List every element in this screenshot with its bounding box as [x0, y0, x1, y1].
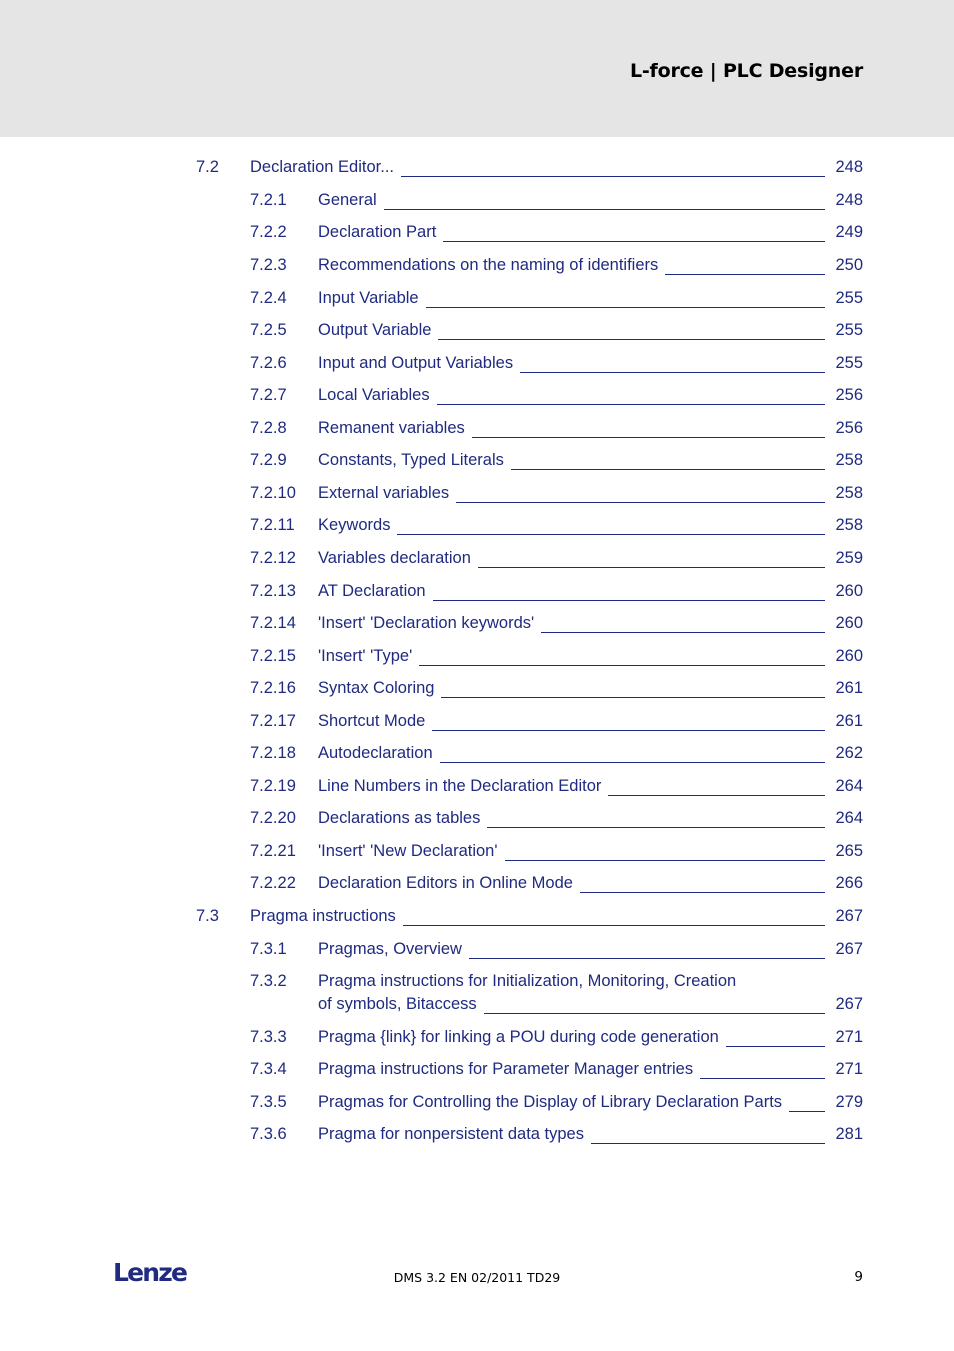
toc-entry-page: 281 [835, 1125, 863, 1143]
toc-entry[interactable] [0, 255, 954, 279]
toc-entry[interactable] [0, 613, 954, 637]
toc-entry-title-wrap [318, 288, 825, 308]
toc-entry-title-wrap [318, 613, 825, 633]
toc-entry-number: 7.2.5 [250, 321, 287, 339]
toc-leader-line [440, 747, 825, 763]
toc-entry-title: External variables [318, 484, 450, 502]
toc-leader-line [438, 324, 825, 340]
toc-entry-title-wrap [318, 320, 825, 340]
toc-entry[interactable] [0, 1027, 954, 1051]
toc-entry-title-wrap [318, 353, 825, 373]
toc-leader-line [472, 422, 825, 438]
toc-leader-line [541, 617, 825, 633]
toc-entry-title-wrap [318, 515, 825, 535]
toc-entry[interactable] [0, 1092, 954, 1116]
toc-entry-title: Pragma instructions [250, 907, 396, 925]
toc-leader-line [456, 487, 825, 503]
toc-entry-page: 260 [835, 647, 863, 665]
toc-entry[interactable] [0, 288, 954, 312]
toc-leader-line [426, 292, 825, 308]
toc-entry-number: 7.2.3 [250, 256, 287, 274]
toc-leader-line [397, 519, 825, 535]
toc-entry-title: Pragma {link} for linking a POU during code generation [318, 1028, 719, 1046]
toc-entry-number: 7.2.7 [250, 386, 287, 404]
toc-entry[interactable] [0, 678, 954, 702]
toc-entry[interactable] [0, 972, 954, 1018]
toc-entry-page: 267 [835, 995, 863, 1013]
toc-entry-title: Declaration Editors in Online Mode [318, 874, 573, 892]
toc-entry-title-line1: Pragma instructions for Initialization, Monitoring, Creation [318, 972, 737, 990]
toc-entry-title-wrap [250, 157, 825, 177]
page-number: 9 [854, 1269, 863, 1285]
toc-leader-line [437, 389, 825, 405]
toc-entry-page: 264 [835, 777, 863, 795]
toc-entry-number: 7.2 [196, 158, 219, 176]
toc-entry-title: 'Insert' 'New Declaration' [318, 842, 498, 860]
toc-entry-page: 267 [835, 940, 863, 958]
toc-entry-title: 'Insert' 'Type' [318, 647, 413, 665]
toc-entry-page: 256 [835, 419, 863, 437]
toc-entry-number: 7.2.21 [250, 842, 296, 860]
toc-entry-page: 267 [835, 907, 863, 925]
toc-entry[interactable] [0, 157, 954, 181]
toc-entry-number: 7.2.16 [250, 679, 296, 697]
toc-leader-line [484, 998, 825, 1014]
toc-leader-line [580, 877, 825, 893]
toc-entry-number: 7.2.13 [250, 582, 296, 600]
toc-entry[interactable] [0, 515, 954, 539]
toc-entry[interactable] [0, 190, 954, 214]
toc-entry-title: Output Variable [318, 321, 432, 339]
toc-leader-line [441, 682, 825, 698]
toc-entry-page: 260 [835, 582, 863, 600]
toc-entry[interactable] [0, 483, 954, 507]
toc-leader-line [384, 194, 825, 210]
toc-entry-number: 7.2.18 [250, 744, 296, 762]
toc-entry-title-wrap [318, 711, 825, 731]
toc-entry-title-wrap [318, 548, 825, 568]
toc-entry-title-wrap [318, 776, 825, 796]
toc-entry-page: 261 [835, 712, 863, 730]
toc-leader-line [419, 650, 825, 666]
toc-entry-title: of symbols, Bitaccess [318, 995, 477, 1013]
toc-entry-title: Syntax Coloring [318, 679, 435, 697]
toc-entry-title-wrap [318, 450, 825, 470]
toc-entry-title: Input and Output Variables [318, 354, 514, 372]
toc-leader-line [511, 454, 825, 470]
toc-entry-title: Pragmas, Overview [318, 940, 462, 958]
toc-entry-number: 7.2.15 [250, 647, 296, 665]
toc-entry-page: 266 [835, 874, 863, 892]
toc-entry-number: 7.2.22 [250, 874, 296, 892]
toc-entry-number: 7.2.2 [250, 223, 287, 241]
toc-leader-line [726, 1031, 825, 1047]
toc-entry-page: 265 [835, 842, 863, 860]
toc-entry-page: 279 [835, 1093, 863, 1111]
toc-entry-title-wrap [318, 939, 825, 959]
toc-entry-title: Pragma for nonpersistent data types [318, 1125, 584, 1143]
toc-entry-page: 271 [835, 1028, 863, 1046]
toc-entry[interactable] [0, 222, 954, 246]
toc-leader-line [433, 585, 825, 601]
toc-leader-line [700, 1063, 825, 1079]
toc-entry-title: Declaration Editor... [250, 158, 394, 176]
toc-entry[interactable] [0, 776, 954, 800]
toc-entry-title-wrap [318, 255, 825, 275]
toc-entry-page: 250 [835, 256, 863, 274]
toc-entry-page: 262 [835, 744, 863, 762]
toc-entry-title: AT Declaration [318, 582, 426, 600]
toc-leader-line [520, 357, 825, 373]
toc-entry[interactable] [0, 743, 954, 767]
toc-entry[interactable] [0, 353, 954, 377]
toc-entry-number: 7.3.2 [250, 972, 287, 990]
toc-entry-number: 7.3.1 [250, 940, 287, 958]
toc-entry-number: 7.2.4 [250, 289, 287, 307]
toc-entry-title: Input Variable [318, 289, 419, 307]
toc-entry[interactable] [0, 450, 954, 474]
toc-entry-number: 7.2.20 [250, 809, 296, 827]
toc-entry-title-wrap [318, 581, 825, 601]
toc-entry-number: 7.2.8 [250, 419, 287, 437]
toc-entry-number: 7.3.6 [250, 1125, 287, 1143]
toc-entry-number: 7.2.6 [250, 354, 287, 372]
toc-entry-title-wrap [318, 994, 825, 1014]
toc-entry-title-wrap [318, 743, 825, 763]
toc-entry-title-wrap [318, 841, 825, 861]
toc-entry-title-wrap [318, 1059, 825, 1079]
toc-entry[interactable] [0, 1124, 954, 1148]
toc-entry-title: Constants, Typed Literals [318, 451, 504, 469]
toc-entry-title-wrap [318, 418, 825, 438]
toc-entry-title-wrap [318, 385, 825, 405]
toc-entry-title-wrap [318, 1124, 825, 1144]
toc-entry-title: Declarations as tables [318, 809, 481, 827]
toc-entry-number: 7.3.5 [250, 1093, 287, 1111]
toc-entry-number: 7.3 [196, 907, 219, 925]
toc-entry-title: 'Insert' 'Declaration keywords' [318, 614, 535, 632]
toc-entry-page: 258 [835, 484, 863, 502]
toc-entry[interactable] [0, 581, 954, 605]
toc-entry-number: 7.2.17 [250, 712, 296, 730]
toc-entry-title: Remanent variables [318, 419, 465, 437]
toc-entry[interactable] [0, 711, 954, 735]
toc-entry-page: 255 [835, 289, 863, 307]
toc-entry[interactable] [0, 873, 954, 897]
toc-entry-title-wrap [318, 222, 825, 242]
toc-entry[interactable] [0, 841, 954, 865]
toc-entry[interactable] [0, 418, 954, 442]
toc-entry-title: General [318, 191, 377, 209]
svg-text:Lenze: Lenze [113, 1258, 187, 1287]
toc-entry-title: Declaration Part [318, 223, 437, 241]
toc-entry-title-wrap [318, 1092, 825, 1112]
toc-entry-title-wrap [318, 678, 825, 698]
toc-entry-title-wrap [318, 1027, 825, 1047]
toc-leader-line [432, 715, 825, 731]
toc-entry-number: 7.2.10 [250, 484, 296, 502]
toc-entry-number: 7.2.19 [250, 777, 296, 795]
toc-leader-line [789, 1096, 825, 1112]
toc-entry[interactable] [0, 1059, 954, 1083]
toc-entry-page: 248 [835, 158, 863, 176]
toc-entry-title-wrap [318, 808, 825, 828]
toc-leader-line [591, 1128, 825, 1144]
toc-entry-title: Keywords [318, 516, 391, 534]
toc-entry-page: 249 [835, 223, 863, 241]
toc-entry-title: Line Numbers in the Declaration Editor [318, 777, 602, 795]
toc-entry-title-wrap [318, 873, 825, 893]
toc-entry-number: 7.2.14 [250, 614, 296, 632]
toc-leader-line [403, 910, 825, 926]
toc-entry-title: Pragma instructions for Parameter Manager entries [318, 1060, 694, 1078]
toc-entry[interactable] [0, 906, 954, 930]
toc-entry-page: 261 [835, 679, 863, 697]
toc-entry-title-wrap [318, 190, 825, 210]
toc-entry-title: Shortcut Mode [318, 712, 426, 730]
toc-entry-page: 248 [835, 191, 863, 209]
toc-entry-title: Variables declaration [318, 549, 471, 567]
toc-entry-page: 256 [835, 386, 863, 404]
toc-entry[interactable] [0, 320, 954, 344]
toc-entry-page: 255 [835, 321, 863, 339]
toc-entry-number: 7.2.12 [250, 549, 296, 567]
toc-entry-number: 7.3.4 [250, 1060, 287, 1078]
toc-entry[interactable] [0, 939, 954, 963]
document-id: DMS 3.2 EN 02/2011 TD29 [393, 1270, 561, 1285]
toc-entry-page: 258 [835, 451, 863, 469]
toc-entry-page: 259 [835, 549, 863, 567]
toc-entry-title: Pragmas for Controlling the Display of Library Declaration Parts [318, 1093, 783, 1111]
toc-entry[interactable] [0, 646, 954, 670]
toc-entry-number: 7.2.1 [250, 191, 287, 209]
toc-entry-page: 260 [835, 614, 863, 632]
toc-entry-title: Recommendations on the naming of identifiers [318, 256, 659, 274]
toc-entry[interactable] [0, 808, 954, 832]
toc-entry-page: 271 [835, 1060, 863, 1078]
header-title: L-force | PLC Designer [629, 60, 863, 82]
toc-leader-line [487, 812, 825, 828]
toc-entry-title: Local Variables [318, 386, 430, 404]
toc-entry-number: 7.2.11 [250, 516, 295, 534]
toc-entry-title-wrap [250, 906, 825, 926]
toc-entry-page: 258 [835, 516, 863, 534]
toc-entry-title-wrap [318, 646, 825, 666]
toc-entry-page: 264 [835, 809, 863, 827]
toc-leader-line [665, 259, 825, 275]
toc-leader-line [401, 161, 825, 177]
toc-leader-line [469, 943, 825, 959]
toc-entry-title-wrap [318, 483, 825, 503]
toc-leader-line [478, 552, 825, 568]
toc-leader-line [505, 845, 825, 861]
toc-entry-number: 7.2.9 [250, 451, 287, 469]
toc-leader-line [608, 780, 825, 796]
toc-entry-number: 7.3.3 [250, 1028, 287, 1046]
toc-entry[interactable] [0, 385, 954, 409]
toc-entry[interactable] [0, 548, 954, 572]
toc-entry-title: Autodeclaration [318, 744, 433, 762]
toc-entry-page: 255 [835, 354, 863, 372]
toc-leader-line [443, 226, 825, 242]
